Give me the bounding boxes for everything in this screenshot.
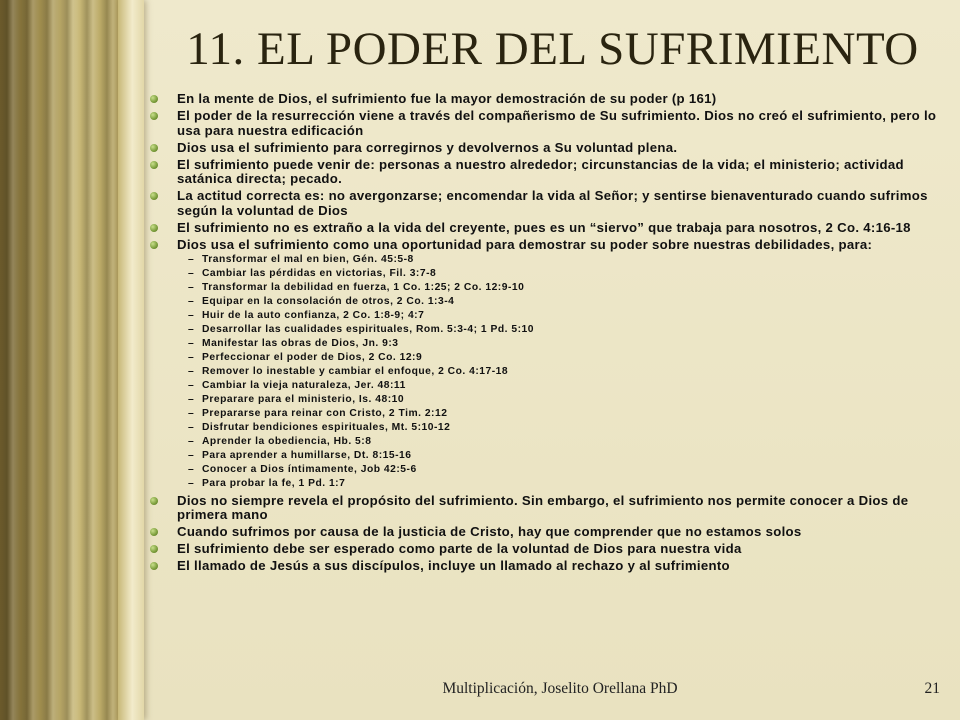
sub-item-text: Para aprender a humillarse, Dt. 8:15-16 [202, 450, 412, 461]
bullet-text: La actitud correcta es: no avergonzarse; encomendar la vida al Señor; y sentirse bienaventurado cuando sufrimos según la voluntad de Dios [177, 188, 928, 218]
sub-item [177, 463, 940, 477]
bullet-icon [150, 112, 158, 120]
bullet-icon [150, 497, 158, 505]
dash-icon: – [188, 422, 195, 433]
sub-item-text: Prepararse para reinar con Cristo, 2 Tim. 2:12 [202, 408, 448, 419]
bullet-icon [150, 95, 158, 103]
sub-item [177, 393, 940, 407]
bullet-item [150, 141, 940, 156]
sub-item [177, 295, 940, 309]
bullet-icon [150, 545, 158, 553]
sub-item-text: Preparare para el ministerio, Is. 48:10 [202, 394, 405, 405]
bullet-item [150, 559, 940, 574]
dash-icon: – [188, 254, 195, 265]
dash-icon: – [188, 478, 195, 489]
bullet-text: Dios usa el sufrimiento como una oportunidad para demostrar su poder sobre nuestras debilidades, para: [177, 236, 873, 252]
sub-item-text: Aprender la obediencia, Hb. 5:8 [202, 436, 372, 447]
sub-item-text: Transformar la debilidad en fuerza, 1 Co. 1:25; 2 Co. 12:9-10 [202, 282, 525, 293]
slide-footer: Multiplicación, Joselito Orellana PhD [442, 680, 678, 697]
bullet-text: Dios usa el sufrimiento para corregirnos y devolvernos a Su voluntad plena. [177, 139, 678, 155]
sub-list [177, 253, 940, 491]
bullet-icon [150, 528, 158, 536]
sub-item [177, 323, 940, 337]
dash-icon: – [188, 296, 195, 307]
sub-item [177, 253, 940, 267]
bullet-item [150, 221, 940, 236]
bullet-text: El sufrimiento debe ser esperado como parte de la voluntad de Dios para nuestra vida [177, 541, 742, 556]
slide-title: 11. EL PODER DEL SUFRIMIENTO [186, 23, 919, 75]
sub-item [177, 407, 940, 421]
bullet-icon [150, 224, 158, 232]
sub-item-text: Cambiar la vieja naturaleza, Jer. 48:11 [202, 380, 406, 391]
sub-item-text: Disfrutar bendiciones espirituales, Mt. 5:10-12 [202, 422, 451, 433]
bullet-text: El poder de la resurrección viene a través del compañerismo de Su sufrimiento. Dios no creó el sufrimiento, pero lo usa para nuestra edificación [177, 108, 937, 138]
sub-item [177, 477, 940, 491]
bullet-item [150, 158, 940, 187]
dash-icon: – [188, 464, 195, 475]
bullet-text: El llamado de Jesús a sus discípulos, incluye un llamado al rechazo y al sufrimiento [177, 558, 730, 573]
bullet-item [150, 109, 940, 138]
bullet-item [150, 92, 940, 107]
bullet-text: El sufrimiento no es extraño a la vida del creyente, pues es un “siervo” que trabaja para nosotros, 2 Co. 4:16-18 [177, 219, 911, 235]
dash-icon: – [188, 324, 195, 335]
bullet-icon [150, 161, 158, 169]
sub-item-text: Transformar el mal en bien, Gén. 45:5-8 [202, 254, 414, 265]
sub-item [177, 309, 940, 323]
page-number: 21 [924, 680, 940, 697]
sub-item [177, 351, 940, 365]
dash-icon: – [188, 408, 195, 419]
sub-item-text: Cambiar las pérdidas en victorias, Fil. 3:7-8 [202, 268, 437, 279]
sub-item [177, 421, 940, 435]
dash-icon: – [188, 338, 195, 349]
slide-content [150, 92, 940, 576]
bullet-list [150, 92, 940, 574]
sub-item-text: Huir de la auto confianza, 2 Co. 1:8-9; 4:7 [202, 310, 425, 321]
dash-icon: – [188, 380, 195, 391]
bullet-item [150, 189, 940, 218]
sub-item [177, 435, 940, 449]
sub-item-text: Manifestar las obras de Dios, Jn. 9:3 [202, 338, 399, 349]
bullet-item [150, 238, 940, 492]
bullet-text: El sufrimiento puede venir de: personas a nuestro alrededor; circunstancias de la vida; el ministerio; actividad satánica directa; pecado. [177, 156, 904, 186]
bullet-item [150, 494, 940, 523]
bullet-text: Dios no siempre revela el propósito del sufrimiento. Sin embargo, el sufrimiento nos permite conocer a Dios de primera mano [177, 492, 909, 522]
dash-icon: – [188, 310, 195, 321]
dash-icon: – [188, 352, 195, 363]
sub-item-text: Para probar la fe, 1 Pd. 1:7 [202, 478, 346, 489]
dash-icon: – [188, 282, 195, 293]
dash-icon: – [188, 366, 195, 377]
sub-item [177, 365, 940, 379]
bullet-text: En la mente de Dios, el sufrimiento fue la mayor demostración de su poder (p 161) [177, 91, 717, 106]
sub-item-text: Equipar en la consolación de otros, 2 Co. 1:3-4 [202, 296, 455, 307]
bullet-item [150, 525, 940, 540]
bullet-icon [150, 562, 158, 570]
sub-item [177, 337, 940, 351]
bullet-text: Cuando sufrimos por causa de la justicia de Cristo, hay que comprender que no estamos solos [177, 524, 802, 539]
curtain-edge-decoration [118, 0, 144, 720]
dash-icon: – [188, 436, 195, 447]
sub-item [177, 449, 940, 463]
sub-item [177, 379, 940, 393]
sub-item-text: Remover lo inestable y cambiar el enfoque, 2 Co. 4:17-18 [202, 366, 509, 377]
dash-icon: – [188, 450, 195, 461]
bullet-item [150, 542, 940, 557]
sub-item-text: Perfeccionar el poder de Dios, 2 Co. 12:9 [202, 352, 423, 363]
bullet-icon [150, 192, 158, 200]
sub-item-text: Desarrollar las cualidades espirituales, Rom. 5:3-4; 1 Pd. 5:10 [202, 324, 534, 335]
sub-item [177, 267, 940, 281]
bullet-icon [150, 144, 158, 152]
dash-icon: – [188, 394, 195, 405]
sub-item-text: Conocer a Dios íntimamente, Job 42:5-6 [202, 464, 417, 475]
bullet-icon [150, 241, 158, 249]
dash-icon: – [188, 268, 195, 279]
sub-item [177, 281, 940, 295]
